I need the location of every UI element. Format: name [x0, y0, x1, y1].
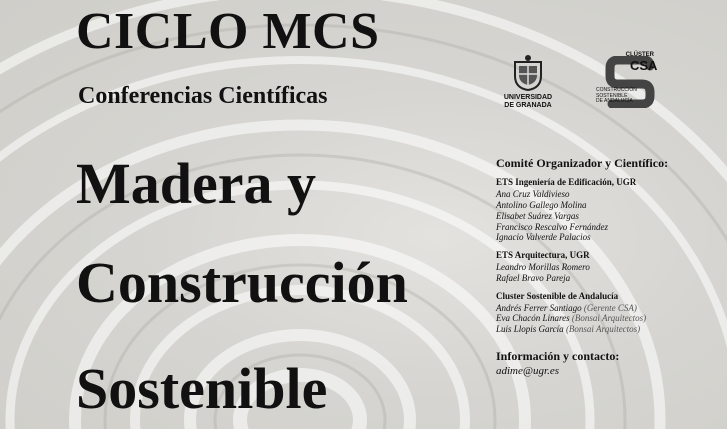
member-name: Luis Llopis García	[496, 324, 564, 335]
ugr-crest-icon	[509, 52, 547, 92]
csa-name: CSA	[630, 58, 658, 73]
committee-heading: Comité Organizador y Científico:	[496, 156, 669, 170]
csa-logo	[596, 52, 664, 114]
cycle-subtitle: Conferencias Científicas	[78, 83, 328, 109]
member-role: (Gerente CSA)	[583, 302, 637, 313]
group-cluster-title: Cluster Sostenible de Andalucía	[496, 290, 619, 301]
member-name: Andrés Ferrer Santiago	[496, 302, 582, 313]
csa-line-2: SOSTENIBLE	[596, 92, 628, 99]
group-edificacion-title: ETS Ingeniería de Edificación, UGR	[496, 177, 637, 188]
group-arquitectura-title: ETS Arquitectura, UGR	[496, 250, 590, 261]
member-name: Ana Cruz Valdivieso	[496, 189, 570, 200]
contact-heading: Información y contacto:	[496, 349, 620, 364]
contact-email: adime@ugr.es	[496, 365, 559, 378]
member-name: Leandro Morillas Romero	[496, 262, 590, 273]
csa-line-3: DE ANDALUCÍA	[596, 98, 633, 104]
csa-cluster-label: CLÚSTER	[625, 52, 654, 58]
committee-panel	[496, 156, 721, 377]
member-name: Francisco Rescalvo Fernández	[496, 221, 608, 232]
member-name: Antolino Gallego Molina	[496, 200, 587, 211]
member-role: (Bonsai Arquitectos)	[565, 324, 641, 335]
member-entry	[496, 313, 721, 324]
csa-line-1: CONSTRUCCIÓN	[596, 87, 637, 93]
member-name: Eva Chacón Linares	[496, 313, 570, 324]
member-name: Elisabet Suárez Vargas	[496, 210, 579, 221]
member-role: (Bonsai Arquitectos)	[571, 313, 647, 324]
member-entry	[496, 303, 721, 314]
topic-line-1: Madera y	[76, 151, 316, 216]
topic-line-3: Sostenible	[76, 356, 328, 421]
ugr-logo	[497, 52, 559, 109]
member-name: Ignacio Valverde Palacios	[496, 232, 591, 243]
member-name: Rafael Bravo Pareja	[496, 272, 571, 283]
member-entry	[496, 324, 721, 335]
ugr-line-2: DE GRANADA	[504, 101, 552, 109]
ugr-line-1: UNIVERSIDAD	[503, 94, 553, 101]
cycle-title: CICLO MCS	[76, 3, 380, 60]
topic-line-2: Construcción	[76, 250, 408, 315]
